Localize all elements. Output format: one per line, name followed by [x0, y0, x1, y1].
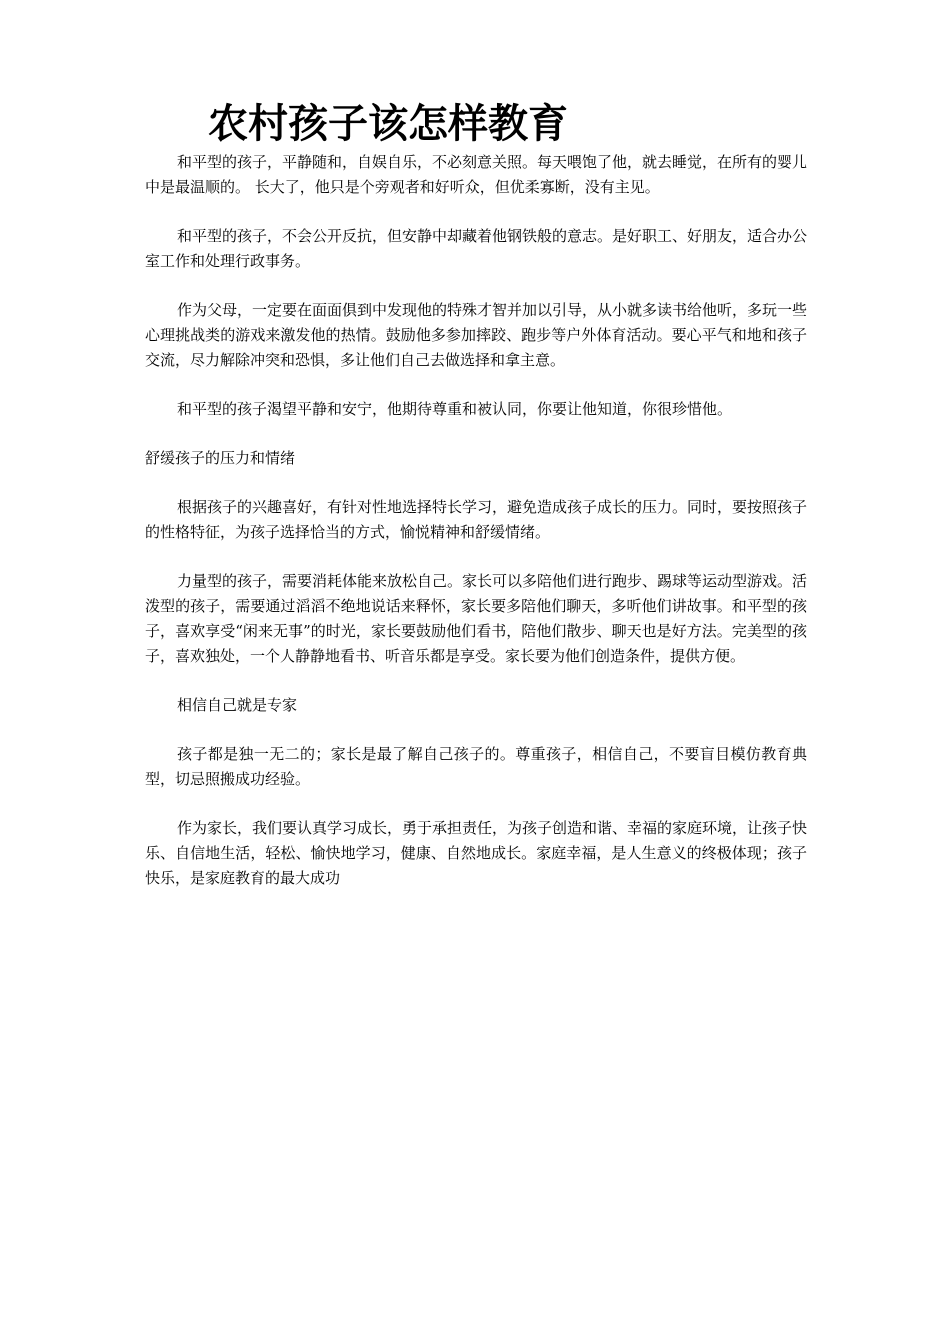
paragraph: 孩子都是独一无二的；家长是最了解自己孩子的。尊重孩子，相信自己，不要盲目模仿教育典型，切忌照搬成功经验。 — [145, 745, 807, 788]
paragraph: 和平型的孩子渴望平静和安宁，他期待尊重和被认同，你要让他知道，你很珍惜他。 — [177, 400, 733, 418]
section-heading: 舒缓孩子的压力和情绪 — [145, 449, 296, 467]
document-title: 农村孩子该怎样教育 — [208, 101, 568, 147]
paragraph: 和平型的孩子，平静随和，自娱自乐，不必刻意关照。每天喂饱了他，就去睡觉，在所有的婴儿中是最温顺的。 长大了，他只是个旁观者和好听众，但优柔寡断，没有主见。 — [145, 153, 808, 196]
section-heading: 相信自己就是专家 — [177, 696, 298, 714]
paragraph: 和平型的孩子，不会公开反抗，但安静中却藏着他钢铁般的意志。是好职工、好朋友，适合办公室工作和处理行政事务。 — [145, 227, 808, 270]
paragraph: 作为家长，我们要认真学习成长，勇于承担责任，为孩子创造和谐、幸福的家庭环境，让孩子快乐、自信地生活，轻松、愉快地学习，健康、自然地成长。家庭幸福，是人生意义的终极体现；孩子快乐，是家庭教育的最大成功 — [145, 819, 808, 887]
document-body — [145, 150, 807, 915]
paragraph: 力量型的孩子，需要消耗体能来放松自己。家长可以多陪他们进行跑步、踢球等运动型游戏。活泼型的孩子，需要通过滔滔不绝地说话来释怀，家长要多陪他们聊天，多听他们讲故事。和平型的孩子，喜欢享受“闲来无事”的时光，家长要鼓励他们看书，陪他们散步、聊天也是好方法。完美型的孩子，喜欢独处，一个人静静地看书、听音乐都是享受。家长要为他们创造条件，提供方便。 — [145, 572, 808, 665]
paragraph: 根据孩子的兴趣喜好，有针对性地选择特长学习，避免造成孩子成长的压力。同时，要按照孩子的性格特征，为孩子选择恰当的方式，愉悦精神和舒缓情绪。 — [145, 498, 808, 541]
paragraph: 作为父母，一定要在面面俱到中发现他的特殊才智并加以引导，从小就多读书给他听，多玩一些心理挑战类的游戏来激发他的热情。鼓励他多参加摔跤、跑步等户外体育活动。要心平气和地和孩子交流，尽力解除冲突和恐惧，多让他们自己去做选择和拿主意。 — [145, 301, 808, 369]
